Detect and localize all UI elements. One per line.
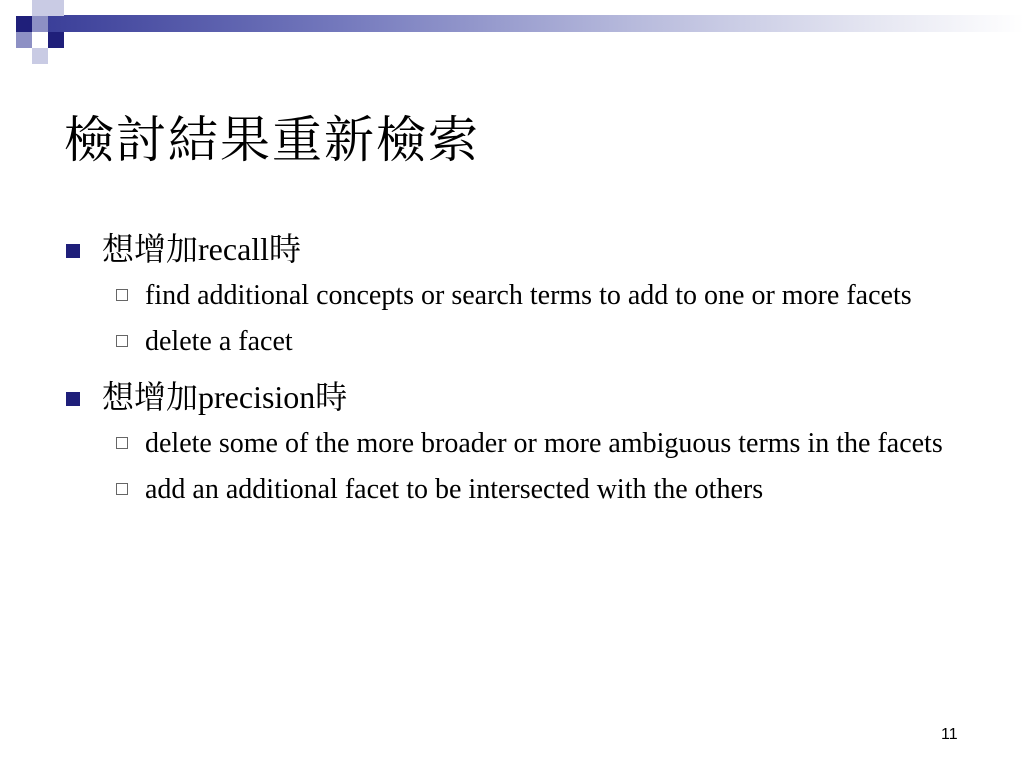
decor-square	[16, 16, 32, 32]
sub-bullet-text: delete some of the more broader or more ambiguous terms in the facets	[145, 428, 943, 459]
decor-square	[48, 32, 64, 48]
sub-bullet	[60, 470, 960, 510]
decor-square	[32, 0, 48, 16]
bullet-recall	[60, 228, 960, 270]
slide-title: 檢討結果重新檢索	[64, 111, 480, 169]
hollow-square-bullet-icon	[116, 289, 128, 301]
filled-square-bullet-icon	[66, 244, 80, 258]
sub-bullet	[60, 424, 960, 464]
sub-bullet-text: find additional concepts or search terms to add to one or more facets	[145, 280, 912, 311]
bullet-text: 想增加recall時	[102, 231, 302, 267]
page-number: 11	[941, 726, 958, 743]
bullet-text: 想增加precision時	[102, 379, 348, 415]
sub-bullet-text: add an additional facet to be intersected with the others	[145, 474, 764, 505]
sub-bullet	[60, 322, 960, 362]
bullet-list	[60, 228, 960, 510]
sub-bullet-text: delete a facet	[145, 326, 293, 357]
decor-square	[16, 32, 32, 48]
decor-square	[32, 48, 48, 64]
decor-square	[48, 0, 64, 16]
hollow-square-bullet-icon	[116, 335, 128, 347]
header-gradient-band	[48, 15, 1024, 32]
header-decoration	[0, 0, 1024, 64]
sub-bullet	[60, 276, 960, 316]
hollow-square-bullet-icon	[116, 483, 128, 495]
filled-square-bullet-icon	[66, 392, 80, 406]
hollow-square-bullet-icon	[116, 437, 128, 449]
bullet-precision	[60, 376, 960, 418]
decor-square	[32, 16, 48, 32]
